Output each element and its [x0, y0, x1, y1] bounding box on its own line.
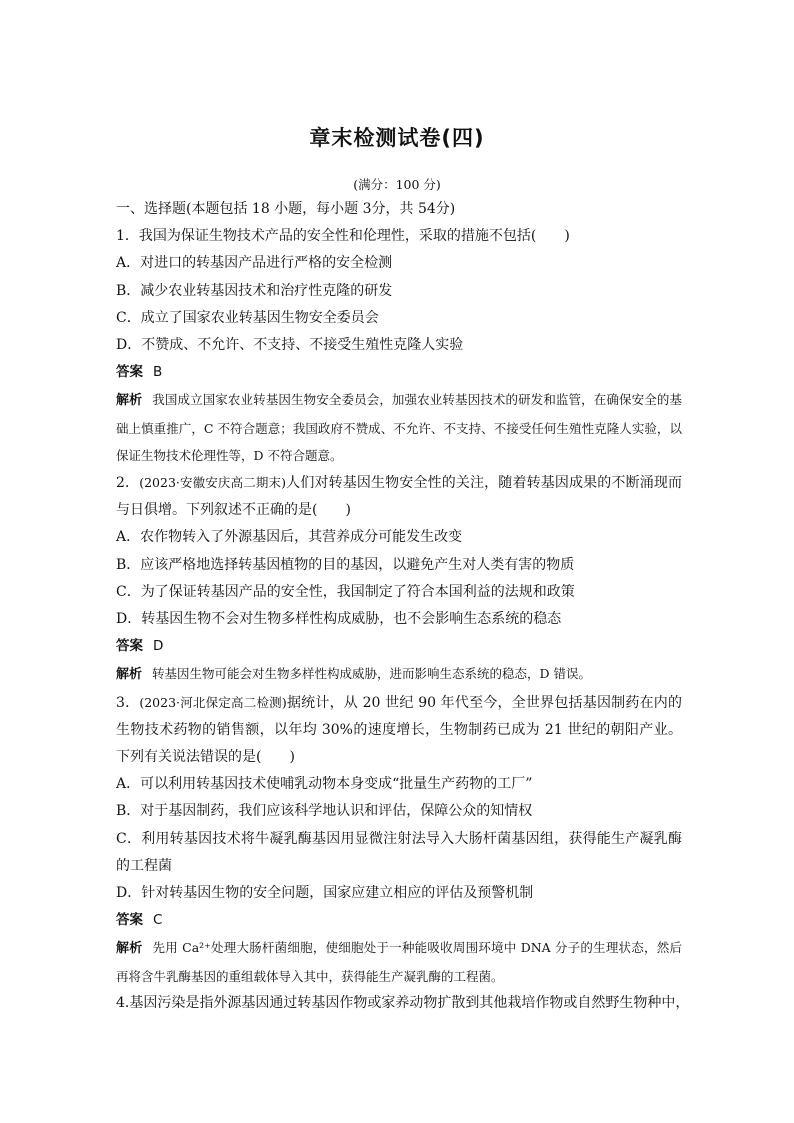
answer-value: D	[153, 638, 164, 655]
question-3-option-a: A．可以利用转基因技术使哺乳动物本身变成“批量生产药物的工厂”	[116, 776, 533, 793]
answer-label: 答案	[116, 364, 143, 381]
question-3-explanation	[116, 934, 682, 989]
explain-text: 先用 Ca²⁺处理大肠杆菌细胞，使细胞处于一种能吸收周围环境中 DNA 分子的生理状态，然后再将含牛乳酶基因的重组载体导入其中，获得能生产凝乳酶的工程菌。	[116, 940, 682, 984]
question-4-stem: 4.基因污染是指外源基因通过转基因作物或家养动物扩散到其他栽培作物或自然野生物种中，	[116, 994, 690, 1011]
answer-value: C	[153, 912, 163, 929]
question-2-answer	[116, 633, 682, 660]
question-2-option-d: D．转基因生物不会对生物多样性构成威胁，也不会影响生态系统的稳态	[116, 611, 562, 628]
explain-label: 解析	[116, 941, 143, 957]
question-number: 2．	[116, 475, 140, 492]
question-3-option-c: C．利用转基因技术将牛凝乳酶基因用显微注射法导入大肠杆菌基因组，获得能生产凝乳酶的工程菌	[116, 830, 682, 874]
question-2-option-b: B．应该严格地选择转基因植物的目的基因，以避免产生对人类有害的物质	[116, 556, 575, 573]
question-text: 据统计，从 20 世纪 90 年代至今，全世界包括基因制药在内的生物技术药物的销售额，以年均 30%的速度增长，生物制药已成为 21 世纪的朝阳产业。下列有关说法错误的是( )	[116, 694, 682, 766]
question-1-option-d: D．不赞成、不允许、不支持、不接受生殖性克隆人实验	[116, 337, 464, 354]
explain-text: 转基因生物可能会对生物多样性构成威胁，进而影响生态系统的稳态，D 错误。	[152, 666, 592, 682]
explain-label: 解析	[116, 667, 143, 683]
question-source: (2023·河北保定高二检测)	[139, 694, 287, 710]
question-2-option-c: C．为了保证转基因产品的安全性，我国制定了符合本国利益的法规和政策	[116, 583, 575, 600]
question-3-option-b: B．对于基因制药，我们应该科学地认识和评估，保障公众的知情权	[116, 803, 533, 820]
question-2-option-a: A．农作物转入了外源基因后，其营养成分可能发生改变	[116, 529, 463, 546]
question-2-stem	[116, 469, 682, 524]
explain-text: 我国成立国家农业转基因生物安全委员会，加强农业转基因技术的研发和监管，在确保安全的基础上慎重推广，C 不符合题意；我国政府不赞成、不允许、不支持、不接受任何生殖性克隆人实验，以保证生物技术伦理性等，D 不符合题意。	[116, 392, 682, 463]
question-1-answer	[116, 359, 682, 386]
answer-label: 答案	[116, 638, 143, 655]
question-number: 3．	[116, 694, 140, 711]
answer-label: 答案	[116, 912, 143, 929]
question-source: (2023·安徽安庆高二期末)	[139, 475, 287, 491]
exam-content	[116, 196, 690, 1017]
question-1-option-a: A．对进口的转基因产品进行严格的安全检测	[116, 255, 393, 272]
question-3-stem	[116, 689, 682, 772]
question-1-stem: 1．我国为保证生物技术产品的安全性和伦理性，采取的措施不包括( )	[116, 228, 570, 245]
question-3-option-d: D．针对转基因生物的安全问题，国家应建立相应的评估及预警机制	[116, 885, 534, 902]
explain-label: 解析	[116, 393, 143, 409]
question-1-option-c: C．成立了国家农业转基因生物安全委员会	[116, 309, 379, 326]
answer-value: B	[153, 364, 163, 381]
page-title: 章末检测试卷(四)	[309, 126, 485, 150]
question-1-option-b: B．减少农业转基因技术和治疗性克隆的研发	[116, 282, 393, 299]
score-note: (满分：100 分)	[353, 177, 441, 192]
question-text: 人们对转基因生物安全性的关注，随着转基因成果的不断涌现而与日俱增。下列叙述不正确的是( )	[116, 475, 683, 519]
question-3-answer	[116, 907, 682, 934]
section-heading: 一、选择题(本题包括 18 小题，每小题 3分，共 54分)	[116, 201, 456, 217]
question-1-explanation	[116, 386, 682, 469]
question-2-explanation	[116, 660, 682, 688]
